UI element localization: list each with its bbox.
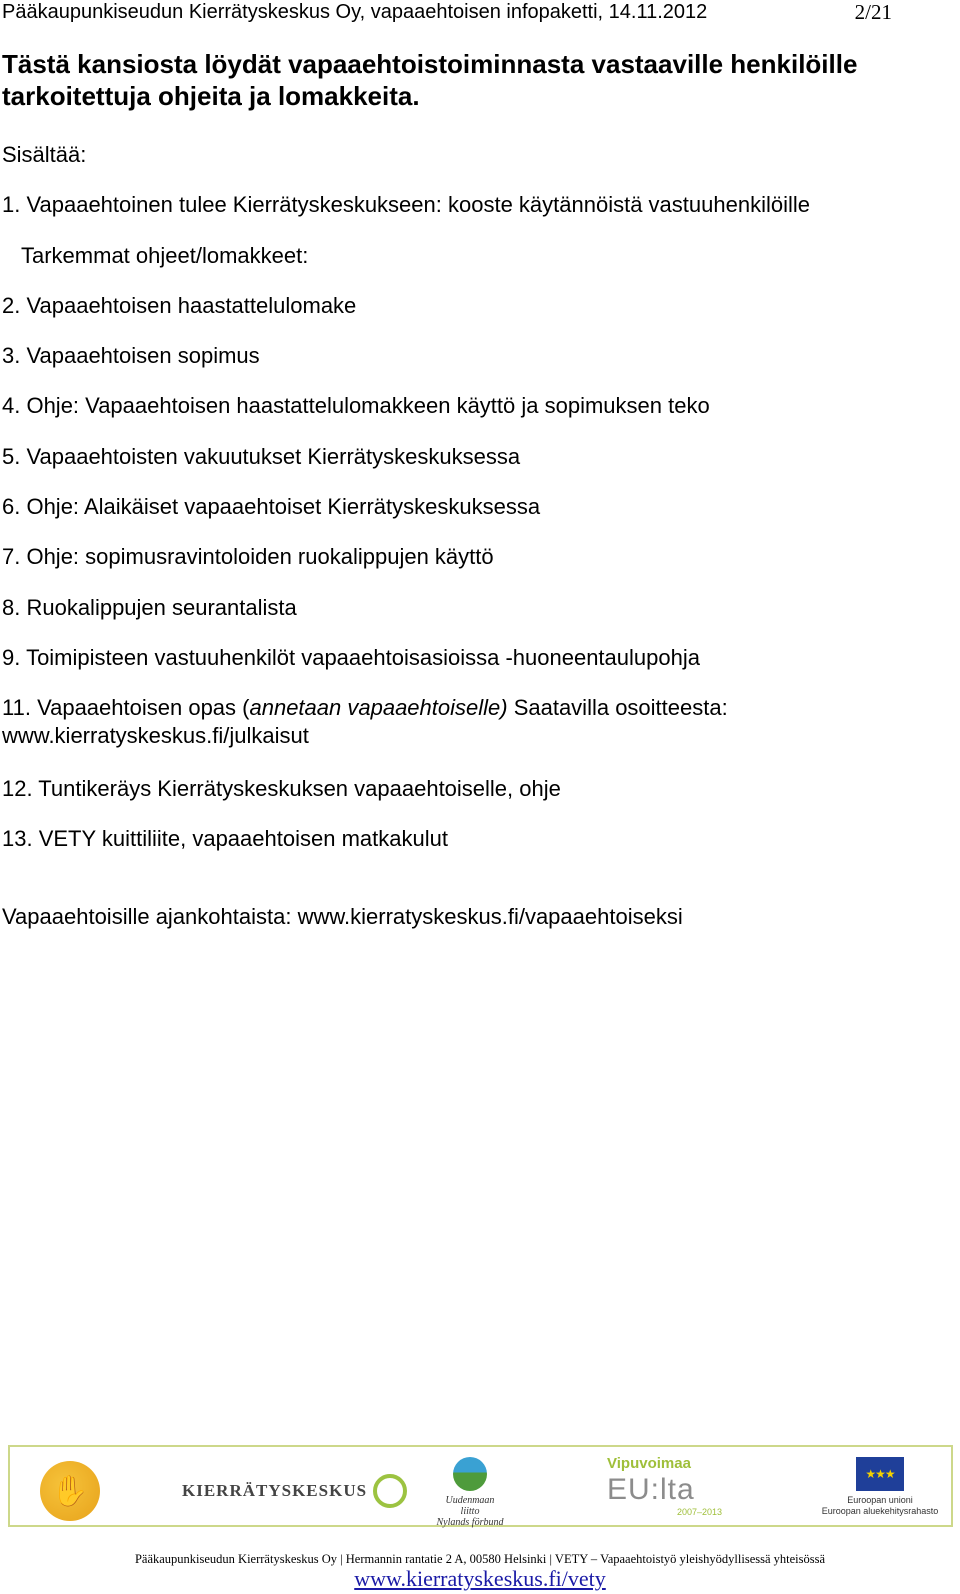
eu-logo-text: Euroopan unioni Euroopan aluekehitysrahasto <box>821 1495 939 1516</box>
list-item-5: 5. Vapaaehtoisten vakuutukset Kierrätyskeskuksessa <box>2 444 521 469</box>
item11-prefix: 11. Vapaaehtoisen opas ( <box>2 695 250 720</box>
footer-url[interactable]: www.kierratyskeskus.fi/vety <box>354 1566 606 1591</box>
recycle-icon <box>373 1474 407 1508</box>
page-header <box>2 0 892 24</box>
kierratyskeskus-logo-text: KIERRÄTYSKESKUS <box>182 1481 368 1500</box>
vipuvoimaa-logo <box>607 1455 747 1521</box>
subheading: Tarkemmat ohjeet/lomakkeet: <box>21 243 309 268</box>
hand-logo-icon: ✋ <box>40 1461 100 1521</box>
item11-italic: annetaan vapaaehtoiselle) <box>249 695 508 720</box>
julkaisut-url[interactable]: www.kierratyskeskus.fi/julkaisut <box>2 723 309 748</box>
item11-suffix: Saatavilla osoitteesta: <box>507 695 728 720</box>
contents-label: Sisältää: <box>2 142 87 167</box>
list-item-8: 8. Ruokalippujen seurantalista <box>2 595 297 620</box>
vipuvoimaa-text: Vipuvoimaa <box>607 1455 691 1472</box>
list-item-1: 1. Vapaaehtoinen tulee Kierrätyskeskukseen: kooste käytännöistä vastuuhenkilöille <box>2 192 810 217</box>
list-item-2: 2. Vapaaehtoisen haastattelulomake <box>2 293 357 318</box>
list-item-4: 4. Ohje: Vapaaehtoisen haastattelulomakkeen käyttö ja sopimuksen teko <box>2 393 710 418</box>
footer-address: Pääkaupunkiseudun Kierrätyskeskus Oy | Hermannin rantatie 2 A, 00580 Helsinki | VETY – Vapaaehtoistyö yleishyödyllisessä yhteisössä <box>134 1552 826 1566</box>
list-item-11 <box>2 694 728 722</box>
kierratyskeskus-logo <box>182 1469 407 1513</box>
list-item-12: 12. Tuntikeräys Kierrätyskeskuksen vapaaehtoiselle, ohje <box>2 776 561 801</box>
list-item-7: 7. Ohje: sopimusravintoloiden ruokalippujen käyttö <box>2 544 494 569</box>
header-text: Pääkaupunkiseudun Kierrätyskeskus Oy, vapaaehtoisen infopaketti, 14.11.2012 <box>2 1 708 23</box>
uudenmaan-emblem-icon <box>453 1457 487 1491</box>
eu-logo <box>815 1457 945 1523</box>
list-item-3: 3. Vapaaehtoisen sopimus <box>2 343 260 368</box>
page-number: 2/21 <box>854 0 892 24</box>
eu-flag-icon: ★★★ <box>856 1457 904 1491</box>
list-item-9: 9. Toimipisteen vastuuhenkilöt vapaaehtoisasioissa -huoneentaulupohja <box>2 645 700 670</box>
list-item-13: 13. VETY kuittiliite, vapaaehtoisen matkakulut <box>2 826 448 851</box>
logo-band <box>8 1445 953 1527</box>
vipuvoimaa-years: 2007–2013 <box>677 1507 723 1517</box>
page-title: Tästä kansiosta löydät vapaaehtoistoiminnasta vastaaville henkilöille tarkoitettuja ohjeita ja lomakkeita. <box>2 49 858 111</box>
uudenmaan-logo-text: Uudenmaan liitto Nylands förbund <box>436 1495 504 1528</box>
uudenmaan-liitto-logo <box>435 1457 505 1528</box>
list-item-6: 6. Ohje: Alaikäiset vapaaehtoiset Kierrätyskeskuksessa <box>2 494 541 519</box>
eu-lta-text: EU:lta <box>607 1473 695 1506</box>
current-info: Vapaaehtoisille ajankohtaista: www.kierratyskeskus.fi/vapaaehtoiseksi <box>2 904 683 929</box>
